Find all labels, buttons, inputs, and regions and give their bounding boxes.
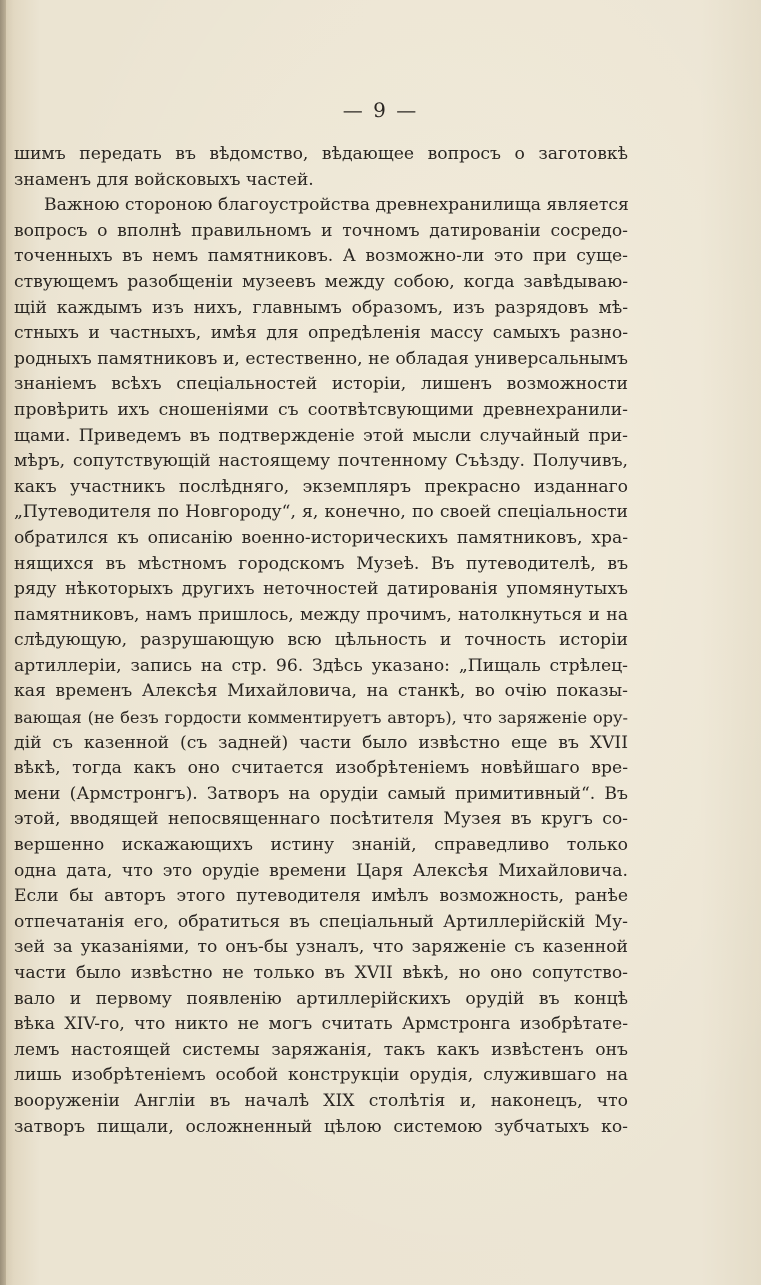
text-line: шимъ передать въ вѣдомство, вѣдающее вопросъ о заготовкѣ [14,144,628,164]
text-line: слѣдующую, разрушающую всю цѣльность и точность исторіи [14,630,628,651]
text-line: отпечатанія его, обратиться въ спеціальный Артиллерійскій Му- [14,911,628,932]
text-line: „Путеводителя по Новгороду“, я, конечно, по своей спеціальности [14,502,628,523]
text-line: обратился къ описанію военно-историческихъ памятниковъ, хра- [14,527,628,548]
text-line: знаменъ для войсковыхъ частей. [14,169,314,190]
text-line: вающая (не безъ гордости комментируетъ авторъ), что заряженіе ору- [14,708,628,728]
text-line: мени (Армстронгъ). Затворъ на орудіи самый примитивный“. Въ [14,783,628,804]
text-line: Важною стороною благоустройства древнехранилища является [44,195,629,216]
text-line: лемъ настоящей системы заряжанія, такъ какъ извѣстенъ онъ [14,1039,628,1060]
binding-edge [0,0,6,1285]
text-line: какъ участникъ послѣдняго, экземпляръ прекрасно изданнаго [14,476,628,497]
text-line: затворъ пищали, осложненный цѣлою системою зубчатыхъ ко- [14,1116,628,1137]
text-line: Если бы авторъ этого путеводителя имѣлъ возможность, ранѣе [14,886,628,907]
text-line: одна дата, что это орудіе времени Царя Алексѣя Михайловича. [14,860,628,881]
text-line: лишь изобрѣтеніемъ особой конструкціи орудія, служившаго на [14,1065,628,1086]
text-line: кая временъ Алексѣя Михайловича, на станкѣ, во очію показы- [14,681,628,702]
text-line: мѣръ, сопутствующій настоящему почтенному Съѣзду. Получивъ, [14,451,628,472]
text-line: вѣкѣ, тогда какъ оно считается изобрѣтеніемъ новѣйшаго вре- [14,758,628,779]
text-line: вопросъ о вполнѣ правильномъ и точномъ датированіи сосредо- [14,220,628,241]
text-line: щій каждымъ изъ нихъ, главнымъ образомъ, изъ разрядовъ мѣ- [14,297,628,318]
text-line: нящихся въ мѣстномъ городскомъ Музеѣ. Въ путеводителѣ, въ [14,553,628,574]
text-line: артиллеріи, запись на стр. 96. Здѣсь указано: „Пищаль стрѣлец- [14,655,628,676]
text-line: стныхъ и частныхъ, имѣя для опредѣленія массу самыхъ разно- [14,323,628,344]
text-line: дій съ казенной (съ задней) части было извѣстно еще въ XVII [14,732,628,753]
body-text [14,142,628,1140]
text-line: этой, вводящей непосвященнаго посѣтителя Музея въ кругъ со- [14,809,628,830]
text-line: провѣрить ихъ сношеніями съ соотвѣтсвующими древнехранили- [14,399,628,420]
page-number: — 9 — [342,98,419,122]
text-line: зей за указаніями, то онъ-бы узналъ, что заряженіе съ казенной [14,937,628,958]
text-line: вершенно искажающихъ истину знаній, справедливо только [14,835,628,856]
text-line: ряду нѣкоторыхъ другихъ неточностей датированія упомянутыхъ [14,579,628,600]
text-line: памятниковъ, намъ пришлось, между прочимъ, натолкнуться и на [14,604,628,625]
text-line: знаніемъ всѣхъ спеціальностей исторіи, лишенъ возможности [14,374,628,395]
text-line: ствующемъ разобщеніи музеевъ между собою, когда завѣдываю- [14,271,628,292]
text-line: точенныхъ въ немъ памятниковъ. А возможно-ли это при суще- [14,246,628,267]
text-line: вооруженіи Англіи въ началѣ XIX столѣтія и, наконецъ, что [14,1090,628,1111]
text-line: родныхъ памятниковъ и, естественно, не обладая универсальнымъ [14,348,628,369]
text-line: щами. Приведемъ въ подтвержденіе этой мысли случайный при- [14,425,628,446]
text-line: вало и первому появленію артиллерійскихъ орудій въ концѣ [14,988,628,1009]
text-line: вѣка XIV-го, что никто не могъ считать Армстронга изобрѣтате- [14,1014,628,1035]
text-line: части было извѣстно не только въ XVII вѣкѣ, но оно сопутство- [14,963,628,983]
